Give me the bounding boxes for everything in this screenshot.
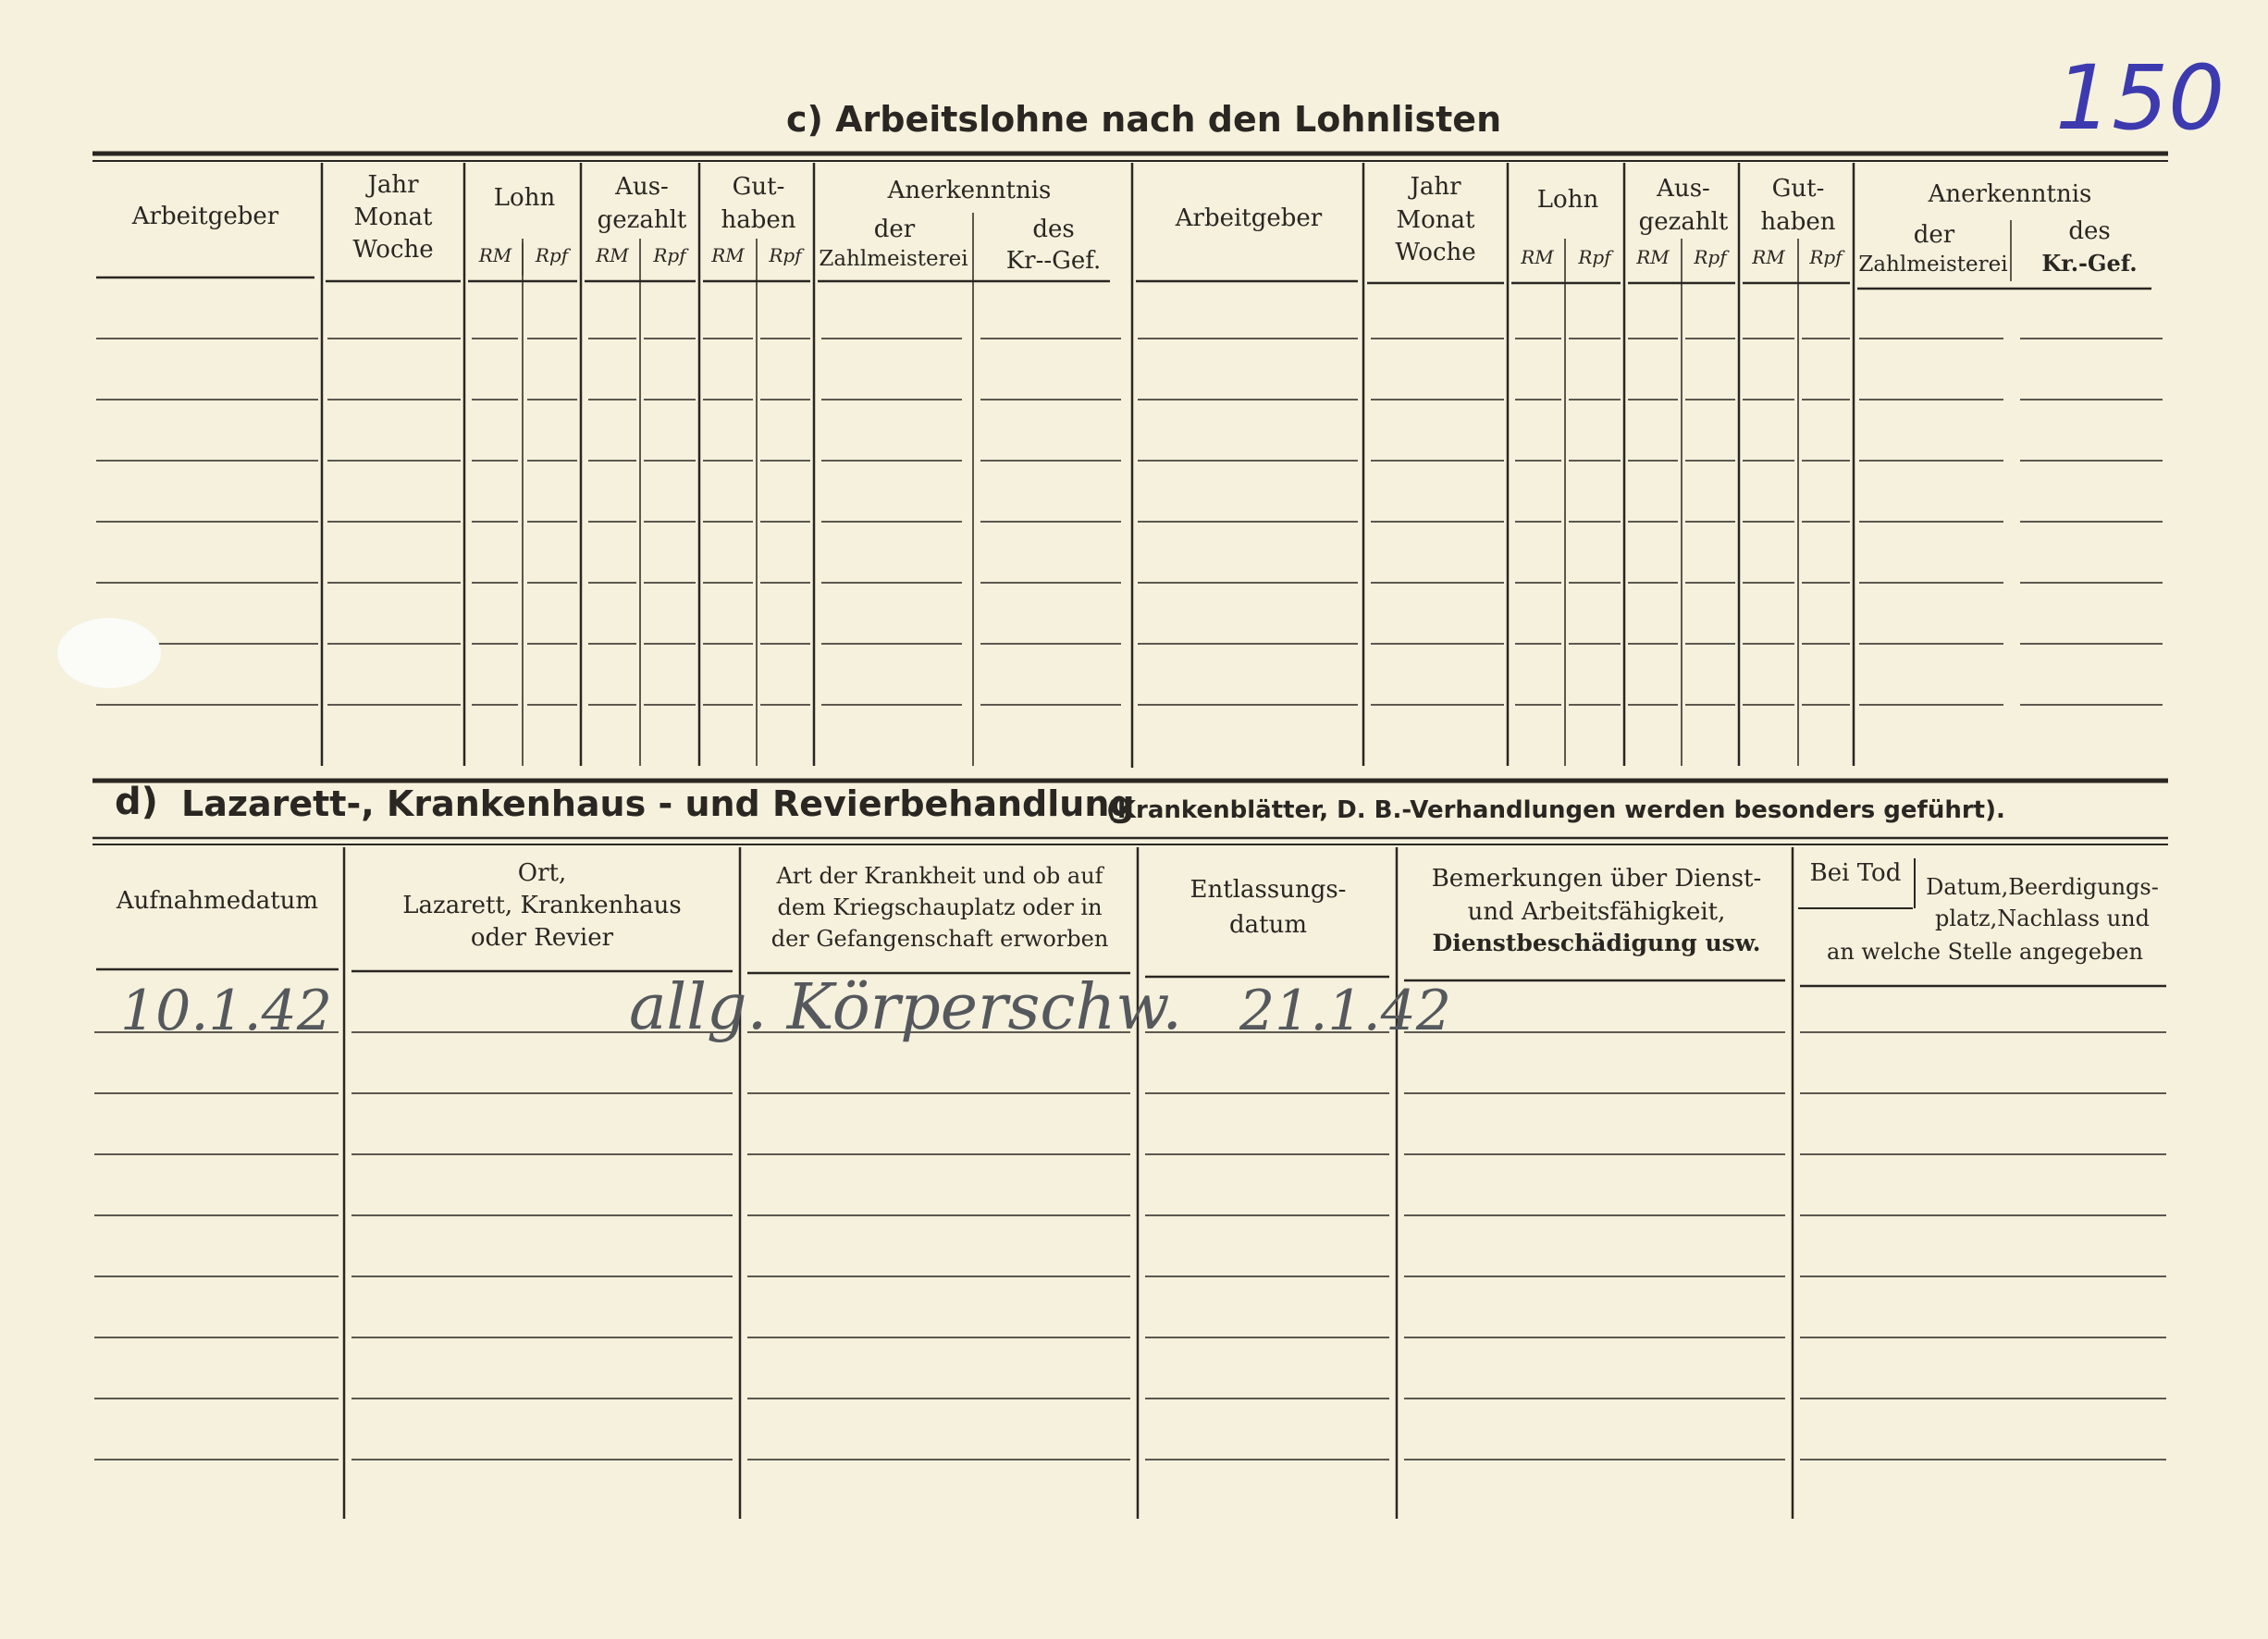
- col-aus-left: Aus-: [615, 173, 669, 201]
- col-gut-rpf-right: Rpf: [1809, 246, 1843, 268]
- col-datum-line1: Datum,Beerdigungs-: [1926, 874, 2159, 900]
- col-bemerkungen-line1: Bemerkungen über Dienst-: [1431, 865, 1762, 893]
- col-anerkenntnis-left: Anerkenntnis: [887, 177, 1052, 204]
- section-c-subcolumn-lines: [523, 213, 2011, 766]
- section-d-note: (Krankenblätter, D. B.-Verhandlungen werden besonders geführt).: [1106, 796, 2005, 824]
- entry-krankheit: allg. Körperschw.: [629, 971, 1183, 1044]
- col-entlassungs-line2: datum: [1229, 911, 1307, 939]
- section-d-label: d): [115, 781, 158, 823]
- section-c-title: c) Arbeitslohne nach den Lohnlisten: [786, 99, 1502, 140]
- col-gut-left: Gut-: [732, 173, 785, 201]
- col-aufnahmedatum: Aufnahmedatum: [116, 887, 319, 915]
- col-aus-rm-right: RM: [1636, 246, 1670, 268]
- col-ort-line3: oder Revier: [470, 924, 614, 952]
- col-bemerkungen-line3: Dienstbeschädigung usw.: [1432, 930, 1761, 956]
- section-c-header-underlines: [96, 277, 2151, 289]
- punch-hole: [57, 618, 161, 688]
- col-haben-left: haben: [721, 206, 796, 234]
- col-bei-tod: Bei Tod: [1809, 859, 1902, 887]
- section-d-row-lines: [94, 1032, 2166, 1460]
- col-lohn-right: Lohn: [1536, 186, 1599, 214]
- col-der-right: der: [1913, 221, 1955, 249]
- col-woche-right: Woche: [1395, 239, 1476, 266]
- col-ort-line1: Ort,: [517, 859, 567, 887]
- col-art-line1: Art der Krankheit und ob auf: [776, 863, 1103, 889]
- col-entlassungs-line1: Entlassungs-: [1189, 876, 1347, 904]
- col-aus-rpf-left: Rpf: [653, 244, 686, 266]
- col-arbeitgeber-right: Arbeitgeber: [1175, 204, 1323, 232]
- col-monat-left: Monat: [353, 203, 433, 231]
- col-art-line2: dem Kriegschauplatz oder in: [777, 894, 1103, 920]
- col-monat-right: Monat: [1396, 206, 1475, 234]
- col-gut-rm-right: RM: [1752, 246, 1785, 268]
- col-datum-line2: platz,Nachlass und: [1935, 906, 2150, 931]
- col-gut-rpf-left: Rpf: [769, 244, 802, 266]
- col-lohn-left: Lohn: [493, 184, 556, 212]
- page-number: 150: [2055, 46, 2225, 150]
- col-haben-right: haben: [1760, 208, 1836, 236]
- col-zahlmeisterei-right: Zahlmeisterei: [1858, 253, 2008, 277]
- col-gezahlt-left: gezahlt: [597, 206, 687, 234]
- col-art-line3: der Gefangenschaft erworben: [770, 926, 1109, 952]
- col-krgef-left: Kr--Gef.: [1005, 247, 1102, 275]
- col-arbeitgeber-left: Arbeitgeber: [131, 203, 279, 230]
- col-des-right: des: [2068, 217, 2111, 245]
- col-zahlmeisterei-left: Zahlmeisterei: [819, 247, 968, 271]
- col-aus-rpf-right: Rpf: [1694, 246, 1727, 268]
- col-des-left: des: [1032, 216, 1075, 243]
- col-krgef-right: Kr.-Gef.: [2041, 250, 2138, 277]
- col-lohn-rm-right: RM: [1521, 246, 1554, 268]
- col-gut-rm-left: RM: [711, 244, 745, 266]
- col-aus-rm-left: RM: [596, 244, 629, 266]
- col-lohn-rpf-right: Rpf: [1578, 246, 1611, 268]
- col-gezahlt-right: gezahlt: [1638, 208, 1729, 236]
- col-bemerkungen-line2: und Arbeitsfähigkeit,: [1467, 898, 1726, 926]
- section-d-title: Lazarett-, Krankenhaus - und Revierbehandlung: [181, 783, 1135, 824]
- col-jahr-left: Jahr: [367, 171, 419, 199]
- col-jahr-right: Jahr: [1410, 173, 1461, 201]
- col-ort-line2: Lazarett, Krankenhaus: [402, 892, 682, 919]
- col-lohn-rm-left: RM: [478, 244, 512, 266]
- col-gut-right: Gut-: [1771, 175, 1825, 203]
- col-aus-right: Aus-: [1657, 175, 1710, 203]
- col-lohn-rpf-left: Rpf: [535, 244, 569, 266]
- entry-aufnahmedatum: 10.1.42: [120, 979, 333, 1043]
- col-der-left: der: [873, 216, 916, 243]
- col-anerkenntnis-right: Anerkenntnis: [1928, 180, 2092, 208]
- col-datum-line3: an welche Stelle angegeben: [1827, 939, 2143, 965]
- col-woche-left: Woche: [352, 236, 434, 264]
- entry-entlassungsdatum: 21.1.42: [1239, 979, 1452, 1043]
